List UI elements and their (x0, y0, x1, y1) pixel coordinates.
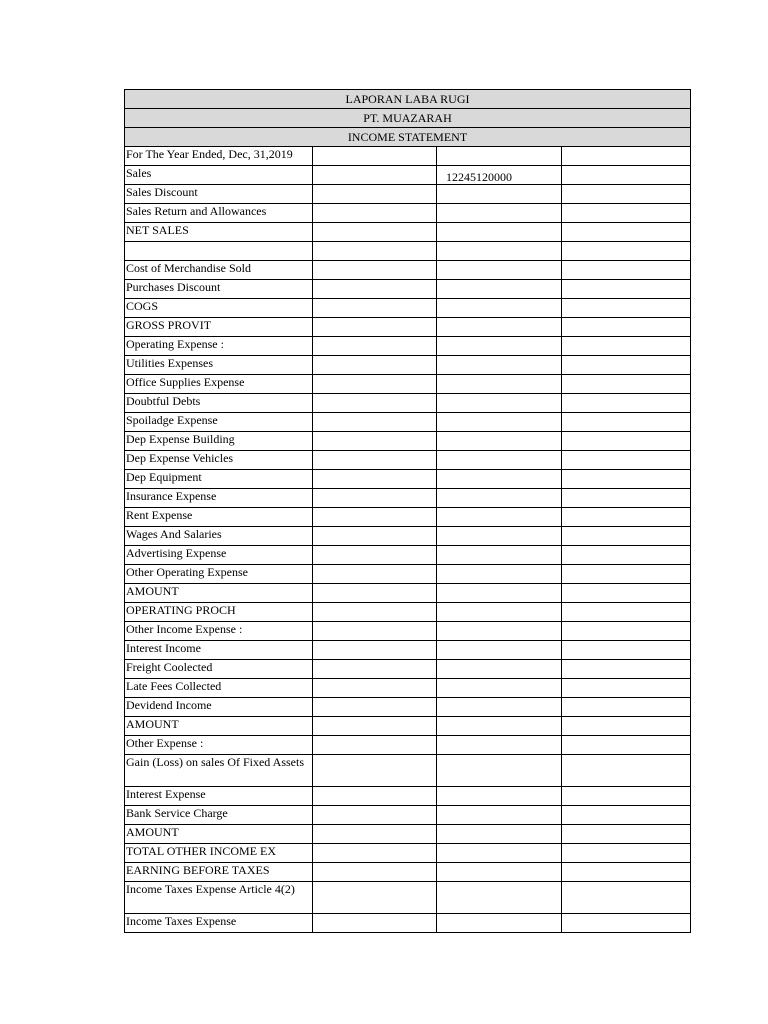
row-label: Other Operating Expense (125, 565, 313, 584)
value-cell-1 (313, 147, 437, 166)
value-cell-2 (437, 565, 562, 584)
table-row (125, 914, 691, 933)
row-label: Sales Discount (125, 185, 313, 204)
value-cell-1 (313, 508, 437, 527)
table-row (125, 413, 691, 432)
value-cell-1 (313, 261, 437, 280)
value-cell-2 (437, 546, 562, 565)
row-label: AMOUNT (125, 717, 313, 736)
value-cell-3 (562, 394, 691, 413)
value-cell-2 (437, 413, 562, 432)
value-cell-3 (562, 660, 691, 679)
income-statement-table (124, 89, 691, 933)
value-cell-3 (562, 261, 691, 280)
table-row (125, 806, 691, 825)
value-cell-3 (562, 185, 691, 204)
row-label: Utilities Expenses (125, 356, 313, 375)
table-row (125, 280, 691, 299)
table-row (125, 242, 691, 261)
row-label (125, 242, 313, 261)
table-row (125, 375, 691, 394)
value-cell-2 (437, 825, 562, 844)
value-cell-2 (437, 755, 562, 787)
value-cell-2 (437, 863, 562, 882)
value-cell-3 (562, 679, 691, 698)
table-row (125, 489, 691, 508)
table-row (125, 527, 691, 546)
value-cell-3 (562, 470, 691, 489)
value-cell-1 (313, 204, 437, 223)
value-cell-3 (562, 825, 691, 844)
row-label: Sales (125, 166, 313, 185)
value-cell-3 (562, 337, 691, 356)
row-label: AMOUNT (125, 825, 313, 844)
value-cell-1 (313, 787, 437, 806)
row-label: GROSS PROVIT (125, 318, 313, 337)
value-cell-3 (562, 736, 691, 755)
value-cell-3 (562, 432, 691, 451)
value-cell-1 (313, 356, 437, 375)
table-row (125, 825, 691, 844)
row-label: Purchases Discount (125, 280, 313, 299)
value-cell-1 (313, 882, 437, 914)
value-cell-2 (437, 356, 562, 375)
value-cell-2 (437, 432, 562, 451)
row-label: Gain (Loss) on sales Of Fixed Assets (125, 755, 313, 787)
value-cell-1 (313, 242, 437, 261)
value-cell-1 (313, 660, 437, 679)
value-cell-2 (437, 679, 562, 698)
table-row (125, 394, 691, 413)
table-row (125, 470, 691, 489)
value-cell-2 (437, 603, 562, 622)
value-cell-2 (437, 470, 562, 489)
table-row (125, 337, 691, 356)
table-row (125, 882, 691, 914)
value-cell-1 (313, 603, 437, 622)
value-cell-2 (437, 299, 562, 318)
value-cell-2 (437, 489, 562, 508)
value-cell-3 (562, 166, 691, 185)
value-cell-1 (313, 641, 437, 660)
table-row (125, 299, 691, 318)
value-cell-1 (313, 863, 437, 882)
value-cell-2 (437, 660, 562, 679)
row-label: Bank Service Charge (125, 806, 313, 825)
value-cell-2 (437, 185, 562, 204)
value-cell-3 (562, 787, 691, 806)
value-cell-1 (313, 451, 437, 470)
value-cell-2 (437, 787, 562, 806)
table-row (125, 679, 691, 698)
value-cell-3 (562, 489, 691, 508)
value-cell-3 (562, 527, 691, 546)
report-title: LAPORAN LABA RUGI (125, 90, 691, 109)
value-cell-3 (562, 318, 691, 337)
value-cell-1 (313, 844, 437, 863)
value-cell-2: 12245120000 (437, 166, 562, 185)
value-cell-1 (313, 432, 437, 451)
value-cell-3 (562, 882, 691, 914)
table-row (125, 717, 691, 736)
row-label: OPERATING PROCH (125, 603, 313, 622)
row-label: For The Year Ended, Dec, 31,2019 (125, 147, 313, 166)
value-cell-2 (437, 337, 562, 356)
row-label: Interest Expense (125, 787, 313, 806)
value-cell-1 (313, 318, 437, 337)
statement-name: INCOME STATEMENT (125, 128, 691, 147)
value-cell-3 (562, 698, 691, 717)
value-cell-2 (437, 736, 562, 755)
value-cell-2 (437, 280, 562, 299)
value-cell-2 (437, 622, 562, 641)
table-row (125, 204, 691, 223)
value-cell-3 (562, 375, 691, 394)
table-row (125, 185, 691, 204)
value-cell-1 (313, 394, 437, 413)
table-row (125, 641, 691, 660)
table-row (125, 844, 691, 863)
value-cell-1 (313, 375, 437, 394)
value-cell-3 (562, 356, 691, 375)
value-cell-2 (437, 451, 562, 470)
value-cell-1 (313, 337, 437, 356)
value-cell-1 (313, 914, 437, 933)
row-label: Advertising Expense (125, 546, 313, 565)
table-row (125, 787, 691, 806)
value-cell-1 (313, 185, 437, 204)
table-row (125, 261, 691, 280)
row-label: Other Expense : (125, 736, 313, 755)
row-label: Late Fees Collected (125, 679, 313, 698)
value-cell-2 (437, 914, 562, 933)
value-cell-1 (313, 825, 437, 844)
row-label: Cost of Merchandise Sold (125, 261, 313, 280)
row-label: EARNING BEFORE TAXES (125, 863, 313, 882)
value-cell-3 (562, 299, 691, 318)
value-cell-3 (562, 508, 691, 527)
table-row (125, 698, 691, 717)
row-label: Doubtful Debts (125, 394, 313, 413)
value-cell-3 (562, 204, 691, 223)
value-cell-3 (562, 603, 691, 622)
row-label: Interest Income (125, 641, 313, 660)
table-row (125, 508, 691, 527)
value-cell-3 (562, 413, 691, 432)
row-label: Insurance Expense (125, 489, 313, 508)
value-cell-3 (562, 755, 691, 787)
value-cell-1 (313, 565, 437, 584)
value-cell-2 (437, 242, 562, 261)
table-row (125, 622, 691, 641)
value-cell-1 (313, 806, 437, 825)
value-cell-3 (562, 622, 691, 641)
table-row (125, 432, 691, 451)
value-cell-3 (562, 844, 691, 863)
row-label: Office Supplies Expense (125, 375, 313, 394)
value-cell-2 (437, 882, 562, 914)
value-cell-1 (313, 280, 437, 299)
company-name: PT. MUAZARAH (125, 109, 691, 128)
row-label: Freight Coolected (125, 660, 313, 679)
table-row (125, 863, 691, 882)
value-cell-1 (313, 223, 437, 242)
table-row (125, 565, 691, 584)
row-label: Devidend Income (125, 698, 313, 717)
row-label: COGS (125, 299, 313, 318)
value-cell-1 (313, 546, 437, 565)
table-row (125, 166, 691, 185)
table-row (125, 147, 691, 166)
table-row (125, 584, 691, 603)
value-cell-3 (562, 280, 691, 299)
row-label: TOTAL OTHER INCOME EX (125, 844, 313, 863)
value-cell-1 (313, 717, 437, 736)
table-row (125, 736, 691, 755)
table-row (125, 603, 691, 622)
value-cell-3 (562, 242, 691, 261)
row-label: Rent Expense (125, 508, 313, 527)
value-cell-1 (313, 413, 437, 432)
value-cell-1 (313, 736, 437, 755)
table-row (125, 660, 691, 679)
value-cell-1 (313, 527, 437, 546)
row-label: NET SALES (125, 223, 313, 242)
value-cell-3 (562, 223, 691, 242)
row-label: Sales Return and Allowances (125, 204, 313, 223)
row-label: Spoiladge Expense (125, 413, 313, 432)
row-label: Operating Expense : (125, 337, 313, 356)
value-cell-3 (562, 147, 691, 166)
value-cell-2 (437, 806, 562, 825)
row-label: Dep Expense Vehicles (125, 451, 313, 470)
value-cell-1 (313, 698, 437, 717)
value-cell-2 (437, 223, 562, 242)
value-cell-2 (437, 641, 562, 660)
value-cell-3 (562, 717, 691, 736)
row-label: Income Taxes Expense Article 4(2) (125, 882, 313, 914)
table-row (125, 546, 691, 565)
value-cell-1 (313, 679, 437, 698)
value-cell-2 (437, 261, 562, 280)
value-cell-2 (437, 508, 562, 527)
value-cell-2 (437, 584, 562, 603)
table-row (125, 318, 691, 337)
value-cell-3 (562, 546, 691, 565)
value-cell-3 (562, 641, 691, 660)
value-cell-3 (562, 863, 691, 882)
value-cell-1 (313, 299, 437, 318)
table-row (125, 451, 691, 470)
value-cell-2 (437, 147, 562, 166)
value-cell-1 (313, 584, 437, 603)
value-cell-2 (437, 204, 562, 223)
value-cell-2 (437, 527, 562, 546)
value-cell-2 (437, 375, 562, 394)
value-cell-2 (437, 698, 562, 717)
value-cell-3 (562, 565, 691, 584)
value-cell-3 (562, 806, 691, 825)
value-cell-3 (562, 584, 691, 603)
row-label: Dep Expense Building (125, 432, 313, 451)
value-cell-2 (437, 318, 562, 337)
table-row (125, 356, 691, 375)
value-cell-1 (313, 755, 437, 787)
value-cell-2 (437, 717, 562, 736)
value-cell-1 (313, 622, 437, 641)
value-cell-3 (562, 914, 691, 933)
table-row (125, 223, 691, 242)
value-cell-2 (437, 394, 562, 413)
row-label: Dep Equipment (125, 470, 313, 489)
value-cell-1 (313, 166, 437, 185)
value-cell-2 (437, 844, 562, 863)
value-cell-1 (313, 470, 437, 489)
value-cell-1 (313, 489, 437, 508)
row-label: Income Taxes Expense (125, 914, 313, 933)
table-row (125, 755, 691, 787)
row-label: AMOUNT (125, 584, 313, 603)
row-label: Other Income Expense : (125, 622, 313, 641)
row-label: Wages And Salaries (125, 527, 313, 546)
value-cell-3 (562, 451, 691, 470)
